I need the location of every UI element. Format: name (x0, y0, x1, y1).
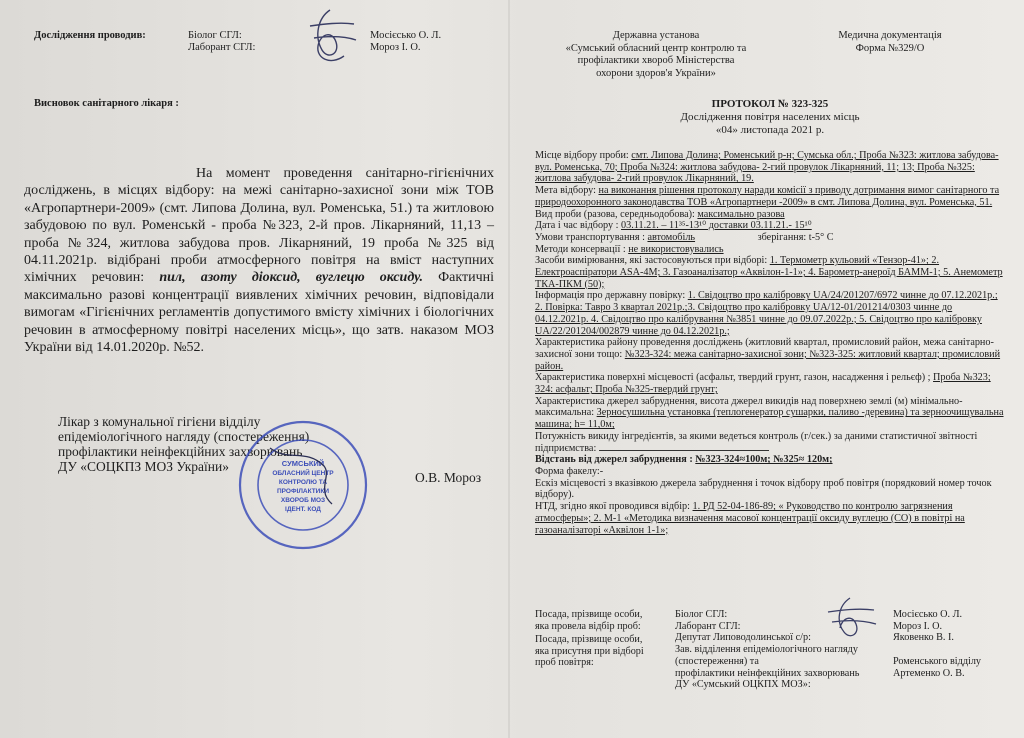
field-transport: Умови транспортування : автомобіль зберігання: t-5° C (535, 231, 834, 243)
field-district: Характеристика району проведення досліджень (житловий квартал, промисловий район, межа санітарно-захисної зони тощо: №323-324: межа санітарно-захисної зони; №323-325: житловий квартал; промисловий район. (535, 337, 1001, 372)
field-date-time: Дата і час відбору : 03.11.21. – 11³⁵-13¹⁰ доставки 03.11.21.- 15¹⁰ (535, 220, 812, 232)
svg-text:ОБЛАСНИЙ ЦЕНТР: ОБЛАСНИЙ ЦЕНТР (272, 470, 334, 477)
med-doc-header (820, 30, 960, 55)
page-fold (508, 0, 510, 738)
protocol-title: ПРОТОКОЛ № 323-325 (711, 98, 829, 110)
field-sketch: Ескіз місцевості з вказівкою джерела забруднення і точок відбору проб повітря (порядковий номер точок відбору). (535, 477, 992, 501)
signature-names: Мосієсько О. Л. Мороз І. О. Яковенко В. І. Роменського відділу Артеменко О. В. (893, 609, 982, 679)
svg-text:СУМСЬКИЙ: СУМСЬКИЙ (281, 459, 325, 468)
doctor-line-1: Лікар з комунальної гігієни відділу (58, 414, 261, 429)
doctor-line-4: ДУ «СОЦКПЗ МОЗ України» (58, 459, 229, 474)
conclusion-intro: На момент проведення санітарно-гігієнічних досліджень, в місцях відбору: на межі санітарно-захисної зони між ТОВ «Агропартнери-2009» (смт. Липова Долина, вул. Роменська, 51.) та житловою забудовою по вул. Роменськй - проба №323, 2-й пров. Лікарняний, 11,13 – проба №324, житлова забудова пров. Лікарняний, 19 проба №325 від 04.11.2021р. відібрані проби атмосферного повітря на вміст наступних хімічних речовин: (24, 166, 494, 286)
handwritten-signature-bottom (820, 594, 880, 646)
institution-line-1: Державна установа (612, 30, 700, 41)
field-distance: Відстань від джерел забруднення : №323-324≈100м; №325≈ 120м; (535, 454, 833, 466)
institution-line-2: «Сумський обласний центр контролю та (565, 42, 747, 54)
field-sources: Характеристика джерел забруднення, висота джерел викидів над поверхнею землі (м) мінімально-максимальна: Зерносушильна установка (теплогенератор сушарки, паливо -деревина) та зерноочищувальна машина; h= 11,0м; (535, 395, 1004, 431)
med-doc-line-2: Форма №329/О (855, 42, 925, 54)
field-conservation: Методи консервації : не використовувались (535, 243, 724, 255)
lab-label: Лаборант СГЛ: (188, 42, 256, 53)
bio-label: Біолог СГЛ: (188, 30, 242, 41)
institution-header (545, 30, 767, 80)
protocol-fields (535, 150, 1005, 536)
field-flare: Форма факелу:- (535, 465, 604, 477)
official-stamp (236, 418, 370, 552)
field-emission-power: Потужність викиду інгредієнтів, за якими ведеться контроль (г/сек.) за даними статистичної звітності підприємства: (535, 430, 978, 454)
bio-name: Мосієсько О. Л. (370, 30, 442, 41)
svg-text:ПРОФІЛАКТИКИ: ПРОФІЛАКТИКИ (277, 488, 329, 495)
field-purpose: Мета відбору: на виконання рішення протоколу наради комісії з приводу дотримання вимог санітарного та природоохоронного законодавства ТОВ «Агропартнери -2009» в смт. Липова Долина, вул. Роменська, 51. (535, 185, 1000, 208)
conclusion-rest: Фактичні максимально разові концентрації виявлених хімічних речовин, відповідали вимогам «Гігієнічних регламентів допустимого вмісту хімічних і біологічних речовин в атмосферному повітрі населених місць», що затв. наказом МОЗ України від 14.01.2020р. №52. (24, 270, 495, 356)
med-doc-line-1: Медична документація (838, 30, 942, 41)
field-sample-place: Місце відбору проби: смт. Липова Долина; Роменський р-н; Сумська обл.; Проба №323: житлова забудова- вул. Роменська, 70; Проба №324: житлова забудова- 2-гий провулок Лікарняний, 11; 13; Проба №325: житлова забудова- 2-гий провулок Лікарняний, 19. (535, 150, 999, 185)
field-sample-type: Вид проби (разова, середньодобова): максимально разова (535, 208, 785, 220)
svg-text:ІДЕНТ. КОД: ІДЕНТ. КОД (285, 506, 321, 513)
doctor-name: О.В. Мороз (415, 470, 482, 485)
handwritten-signature-top (300, 6, 360, 68)
present-label: Посада, прізвище особи, яка присутня при відборі проб повітря: (535, 634, 644, 669)
lab-name: Мороз І. О. (370, 42, 421, 53)
doctor-line-2: епідеміологічного нагляду (спостереження) (58, 429, 310, 444)
svg-text:КОНТРОЛЮ ТА: КОНТРОЛЮ ТА (278, 479, 328, 486)
sampler-label: Посада, прізвище особи, яка провела відбір проб: (535, 609, 643, 632)
protocol-date: «04» листопада 2021 р. (715, 124, 825, 136)
svg-text:ХВОРОБ МОЗ: ХВОРОБ МОЗ (280, 497, 326, 504)
conclusion-substances: пил, азоту діоксид, вуглецю оксиду. (159, 270, 423, 286)
field-surface: Характеристика поверхні місцевості (асфальт, твердий грунт, газон, насадження і рельєф) ; Проба №323; 324: асфальт; Проба №325-твердий грунт; (535, 372, 991, 396)
conclusion-text (24, 165, 494, 356)
institution-line-4: охорони здоров'я України» (596, 67, 716, 79)
institution-line-3: профілактики хвороб Міністерства (577, 55, 735, 66)
doctor-line-3: профілактики неінфекційних захворювань (58, 444, 303, 459)
protocol-title-block (620, 98, 920, 137)
signature-roles: Біолог СГЛ: Лаборант СГЛ: Депутат Липоводолинської с/р: Зав. відділення епідеміологічного нагляду (спостереження) та профілактики неінфекційних захворювань ДУ «Сумський ОЦКПХ МОЗ»: (675, 609, 860, 691)
conclusion-label: Висновок санітарного лікаря : (34, 98, 179, 109)
field-verification: Інформація про державну повірку: 1. Свідоцтво про калібровку UA/24/201207/6972 чинне до 07.12.2021р.; 2. Повірка: Тавро 3 квартал 2021р.;3. Свідоцтво про калібровку UA/12-01/201214/0303 чинне до 04.12.2021р. 4. Свідоцтво про калібрування №3851 чинне до 09.07.2022р.; 5. Свідоцтво про калібровку UA/22/201204/002879 чинне до 04.12.2021р.; (535, 290, 998, 337)
studies-label: Дослідження проводив: (34, 30, 146, 41)
field-ntd: НТД, згідно якої проводився відбір: 1. РД 52-04-186-89; « Руководство по контролю загрязнения атмосферы»; 2. М-1 «Методика визначення масової концентрації оксиду вуглецю (СО) в повітрі на газоаналізаторі «Аквілон 1-1»; (535, 501, 965, 536)
field-instruments: Засоби вимірювання, які застосовуються при відборі: 1. Термометр кульовий «Тензор-41»; 2. Електроаспіратори ASA-4M; 3. Газоаналізатор «Аквілон-1-1»; 4. Барометр-анероїд БАММ-1; 5. Анемометр ТКА-ПКМ (50); (535, 255, 1003, 290)
protocol-subtitle: Дослідження повітря населених місць (680, 111, 860, 123)
